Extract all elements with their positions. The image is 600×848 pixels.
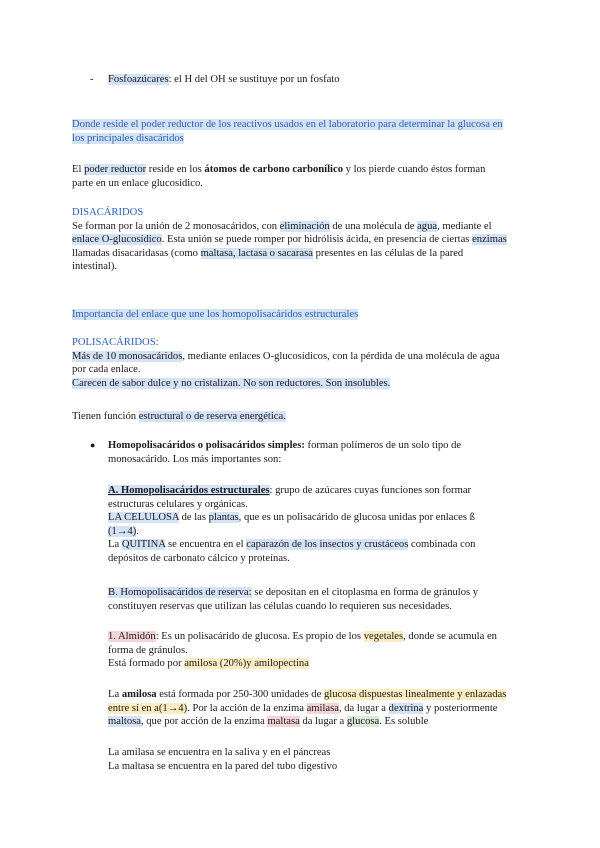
text: llamadas disacaridasas (como <box>72 247 201 259</box>
text: y posteriormente <box>423 702 498 714</box>
text: , que es un polisacárido de glucosa unidas por enlaces ß <box>238 512 475 524</box>
section-disacaridos <box>72 206 532 274</box>
question-line-1: Donde reside el poder reductor de los reactivos usados en el laboratorio para determinar la glucosa en <box>72 119 503 130</box>
text: combinada con <box>408 539 476 551</box>
highlight-dextrina: dextrina <box>388 702 424 714</box>
text: La <box>108 539 122 551</box>
text: Se forman por la unión de 2 monosacáridos, con <box>72 220 280 232</box>
highlight-amilasa: amilasa <box>306 702 339 714</box>
text: : Es un polisacárido de glucosa. Es propio de los <box>155 631 364 642</box>
text: El <box>72 164 85 175</box>
highlight-glucosa-lineal: glucosa dispuestas linealmente y enlazadas <box>323 689 507 700</box>
highlight-almidon: 1. Almidón <box>108 631 156 642</box>
highlight-plantas: plantas <box>208 512 239 524</box>
text: , mediante el <box>437 220 492 232</box>
bold-amilosa: amilosa <box>121 689 157 700</box>
section-reserva <box>108 586 536 613</box>
text: de las <box>178 512 209 524</box>
highlight-agua: agua <box>417 220 438 232</box>
text: monosacárido. Los más importantes son: <box>108 453 282 465</box>
text: . Esta unión se puede romper por hidrólisis ácida, en presencia de ciertas <box>161 234 473 246</box>
highlight-enlace-beta: (1→4) <box>108 525 137 537</box>
highlight-maltosa: maltosa <box>108 716 141 728</box>
text: y los pierde cuando éstos forman <box>343 164 486 175</box>
heading-polisacaridos: POLISACÁRIDOS: <box>72 337 159 348</box>
heading-estructurales: A. Homopolisacáridos estructurales <box>108 485 270 496</box>
text: : grupo de azúcares cuyas funciones son formar <box>269 485 472 496</box>
bold-atomos-carbono: átomos de carbono carbonílico <box>204 164 343 175</box>
highlight-glucosa: glucosa <box>346 716 380 728</box>
heading-disacaridos: DISACÁRIDOS <box>72 207 144 218</box>
text: Está formado por <box>108 658 185 670</box>
question-enlace-homopolisacaridos <box>72 308 532 322</box>
text: Tienen función <box>72 411 139 422</box>
homopolisacaridos-item <box>108 439 536 466</box>
text: La <box>108 689 122 700</box>
text: forman polímeros de un solo tipo de <box>304 440 462 451</box>
highlight-disacaridasas: maltasa, lactasa o sacarasa <box>200 247 313 259</box>
dash-bullet: - <box>90 74 94 85</box>
highlight-maltasa: maltasa <box>267 716 300 728</box>
text: presentes en las células de la pared <box>312 247 464 259</box>
bold-homopolisacaridos: Homopolisacáridos o polisacáridos simples: <box>108 440 305 451</box>
section-estructurales <box>108 484 536 566</box>
text: , donde se acumula en <box>403 631 497 642</box>
fosfoazucares-text: : el H del OH se sustituye por un fosfato <box>168 74 340 85</box>
highlight-enzimas: enzimas <box>472 234 507 246</box>
fosfoazucares-line <box>108 73 536 87</box>
text: parte en un enlace glucosídico. <box>72 177 203 189</box>
question-text: Importancia del enlace que une los homopolisacáridos estructurales <box>72 309 359 320</box>
highlight-enlace: enlace O-glucosídico <box>72 234 162 246</box>
text: , que por acción de la enzima <box>140 716 268 728</box>
section-enzimas <box>108 746 536 773</box>
text: depósitos de carbonato cálcico y proteínas. <box>108 552 290 564</box>
question-poder-reductor <box>72 118 532 145</box>
text: está formada por 250-300 unidades de <box>156 689 324 700</box>
heading-reserva: B. Homopolisacáridos de reserva: <box>108 587 252 598</box>
highlight-caparazon: caparazón de los insectos y crustáceos <box>246 539 409 551</box>
highlight-celulosa: LA CELULOSA <box>108 512 179 524</box>
text: da lugar a <box>299 716 347 728</box>
paragraph-poder-reductor <box>72 163 532 190</box>
paragraph-funcion <box>72 410 532 424</box>
text: . Por la acción de la enzima <box>187 702 307 714</box>
section-amilosa <box>108 688 536 729</box>
section-polisacaridos <box>72 336 532 390</box>
text: constituyen reservas que utilizan las células cuando lo requieren sus necesidades. <box>108 600 452 612</box>
text: . <box>136 525 139 537</box>
fosfoazucares-term: Fosfoazúcares <box>108 74 169 85</box>
text: La maltasa se encuentra en la pared del tubo digestivo <box>108 760 338 772</box>
highlight-monosacaridos: Más de 10 monosacáridos <box>72 350 183 362</box>
highlight-funcion: estructural o de reserva energética. <box>138 411 286 422</box>
text: estructuras celulares y orgánicas. <box>108 498 248 510</box>
round-bullet: ● <box>90 440 96 450</box>
highlight-propiedades: Carecen de sabor dulce y no cristalizan. No son reductores. Son insolubles. <box>72 377 391 389</box>
text: intestinal). <box>72 261 118 273</box>
text: forma de gránulos. <box>108 644 188 656</box>
highlight-enlace-alfa: entre sí en a(1→4) <box>108 702 188 714</box>
text: se depositan en el citoplasma en forma de gránulos y <box>251 587 479 598</box>
question-line-2: los principales disacáridos <box>72 132 184 144</box>
highlight-poder-reductor: poder reductor <box>84 164 147 175</box>
text: La amilasa se encuentra en la saliva y en el páncreas <box>108 747 331 758</box>
highlight-eliminacion: eliminación <box>279 220 330 232</box>
text: , mediante enlaces O-glucosídicos, con la pérdida de una molécula de agua <box>182 350 500 362</box>
text: por cada enlace. <box>72 364 141 376</box>
text: . Es soluble <box>379 716 429 728</box>
text: reside en los <box>146 164 205 175</box>
text: , da lugar a <box>338 702 389 714</box>
text: se encuentra en el <box>165 539 247 551</box>
highlight-vegetales: vegetales <box>363 631 404 642</box>
highlight-amilosa-amilopectina: amilosa (20%)y amilopectina <box>184 658 309 670</box>
section-almidon <box>108 630 536 671</box>
text: de una molécula de <box>329 220 418 232</box>
highlight-quitina: QUITINA <box>121 539 166 551</box>
